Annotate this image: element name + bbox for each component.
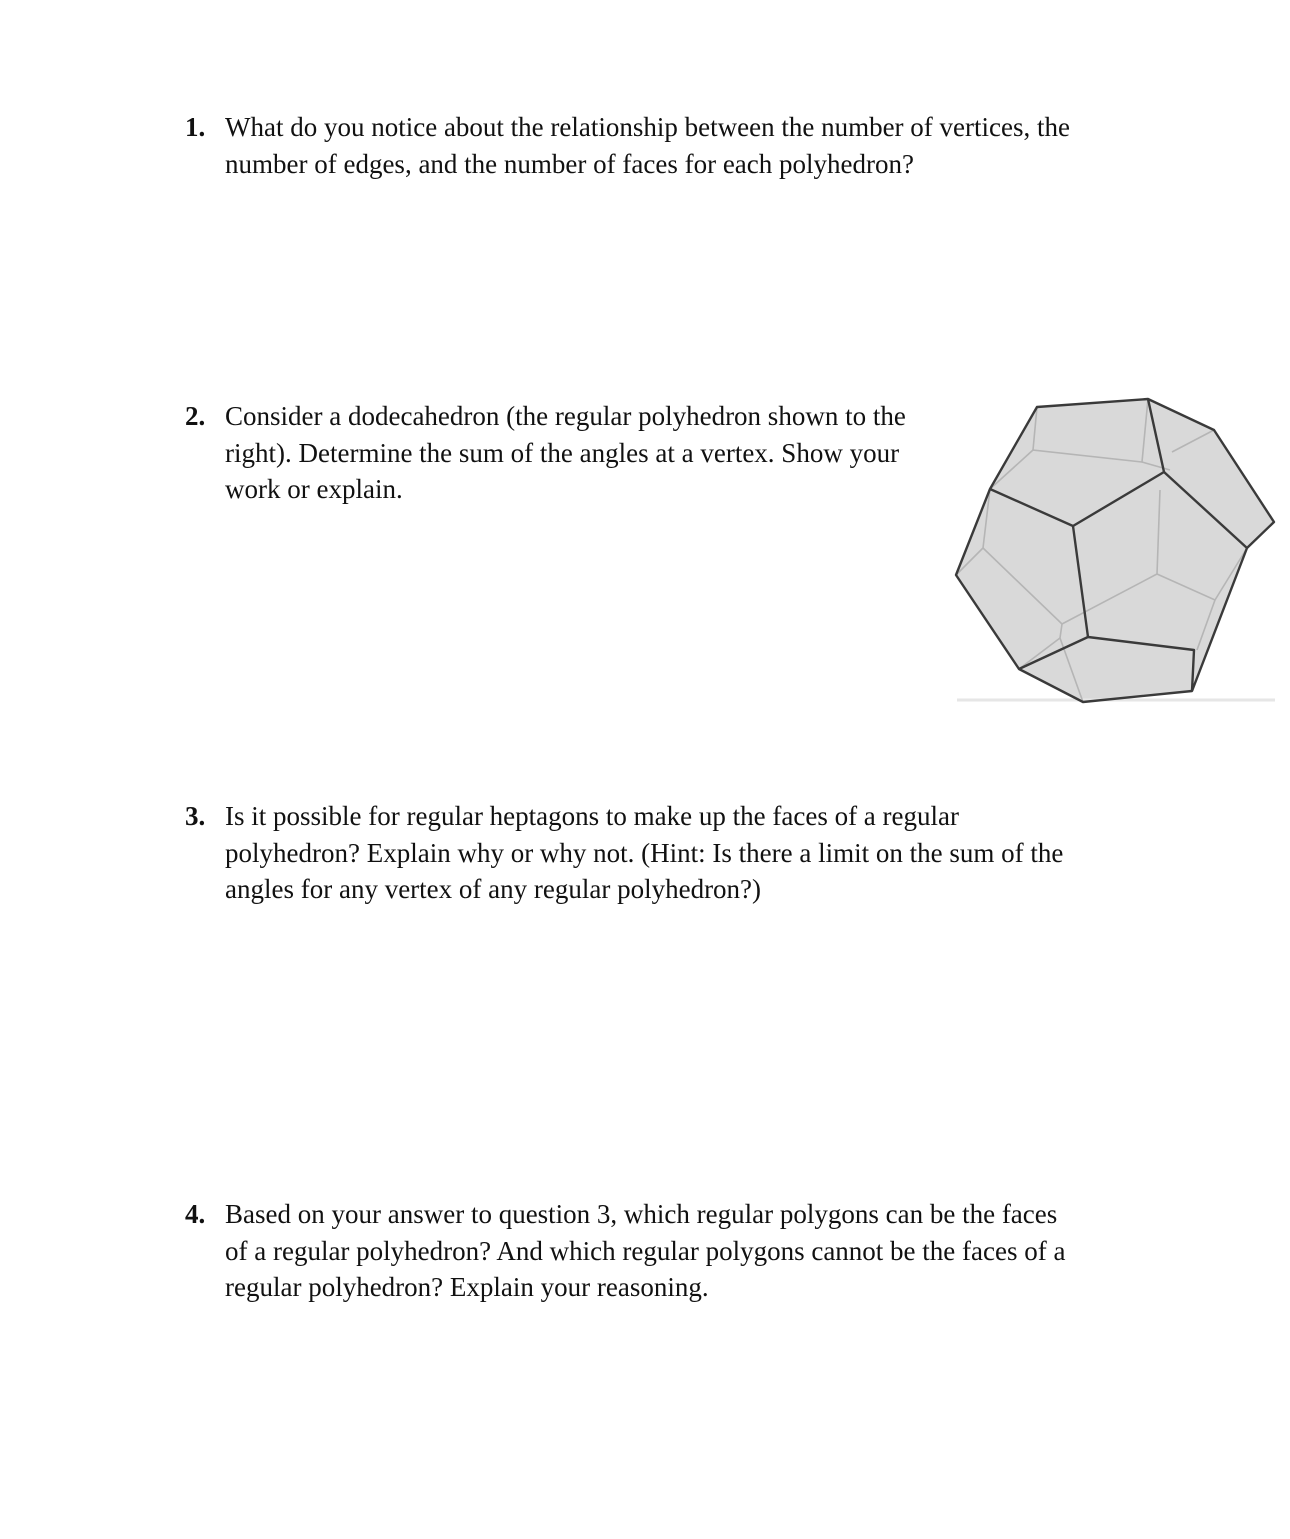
dodecahedron-figure — [952, 395, 1278, 707]
question-number: 4. — [185, 1199, 206, 1229]
question-number: 3. — [185, 801, 206, 831]
question-text: Consider a dodecahedron (the regular polyhedron shown to the right). Determine the sum of the angles at a vertex. Show your work or explain. — [225, 401, 906, 504]
question-number: 2. — [185, 401, 206, 431]
dodecahedron-silhouette — [956, 399, 1274, 702]
question-number: 1. — [185, 112, 206, 142]
question-text: Based on your answer to question 3, which regular polygons can be the faces of a regular polyhedron? And which regular polygons cannot be the faces of a regular polyhedron? Explain your reasoning. — [225, 1199, 1066, 1302]
question-text: What do you notice about the relationship between the number of vertices, the number of edges, and the number of faces for each polyhedron? — [225, 112, 1070, 179]
question-text: Is it possible for regular heptagons to make up the faces of a regular polyhedron? Explain why or why not. (Hint: Is there a limit on the sum of the angles for any vertex of any regular polyhedron?) — [225, 801, 1064, 904]
